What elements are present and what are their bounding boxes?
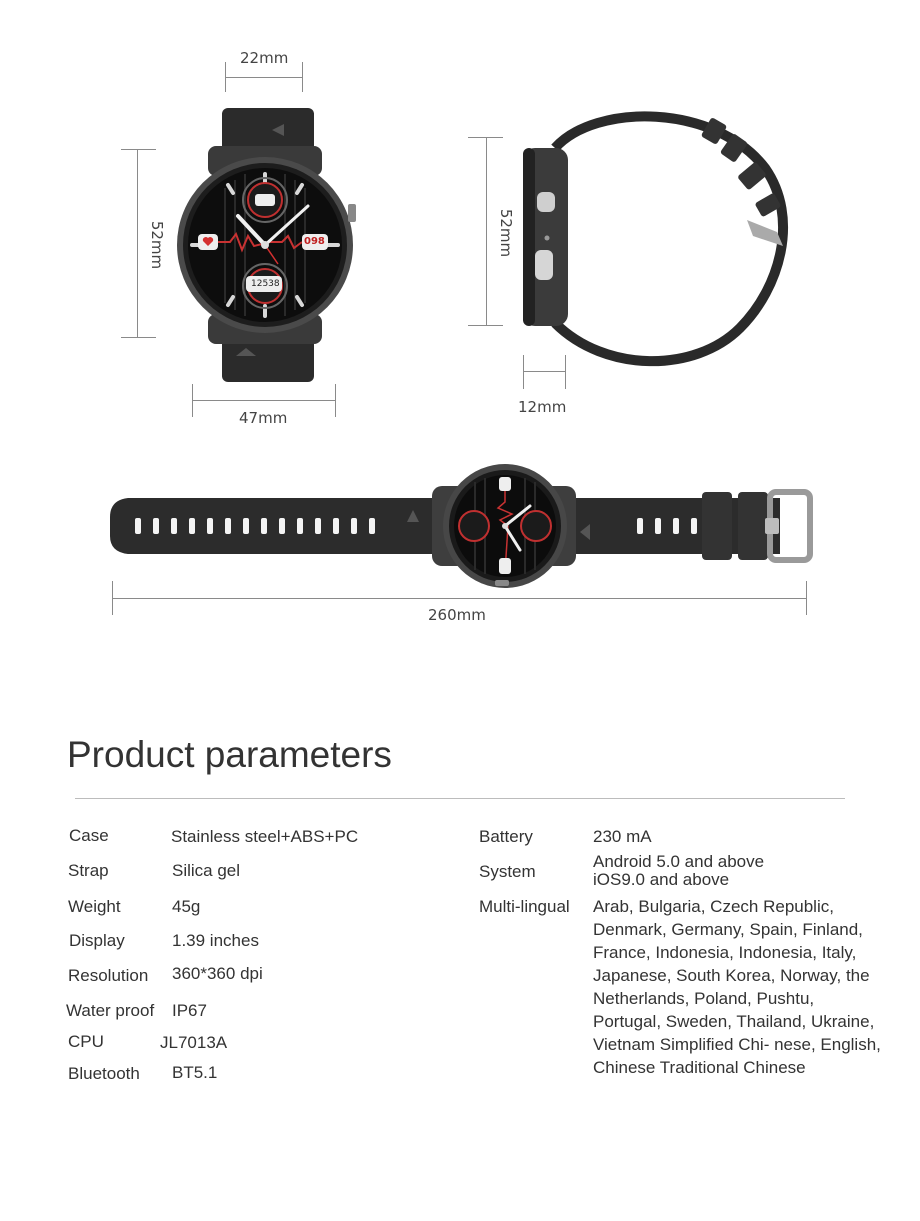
dim-tick bbox=[192, 384, 193, 417]
param-label-battery: Battery bbox=[479, 827, 533, 846]
param-value-resolution: 360*360 dpi bbox=[172, 964, 263, 983]
dim-label-front-height: 52mm bbox=[148, 220, 167, 270]
dim-tick bbox=[302, 62, 303, 92]
param-label-bluetooth: Bluetooth bbox=[68, 1064, 140, 1083]
param-value-weight: 45g bbox=[172, 897, 201, 916]
watch-full-image bbox=[110, 462, 815, 590]
dim-tick bbox=[112, 581, 113, 615]
dim-label-total-length: 260mm bbox=[428, 606, 486, 624]
dim-label-side-height: 52mm bbox=[497, 208, 516, 258]
dim-line-side-height bbox=[486, 137, 487, 325]
dim-line-top bbox=[225, 77, 303, 78]
param-label-multilingual: Multi-lingual bbox=[479, 897, 570, 916]
dim-tick bbox=[121, 149, 156, 150]
dim-line-total bbox=[112, 598, 806, 599]
param-label-case: Case bbox=[69, 826, 109, 845]
dim-tick bbox=[806, 581, 807, 615]
param-value-water-proof: IP67 bbox=[172, 1001, 207, 1020]
dim-label-side-thickness: 12mm bbox=[518, 398, 567, 416]
dim-tick bbox=[225, 62, 226, 92]
param-value-multilingual: Arab, Bulgaria, Czech Republic, Denmark, Germany, Spain, Finland, France, Indonesia, Indonesia, Italy, Japanese, South Korea, Norway, the Netherlands, Poland, Pushtu, Portugal, Sweden, Thailand, Ukraine, Vietnam Simplified Chi- nese, English, Chinese Traditional Chinese bbox=[593, 897, 881, 1077]
param-value-cpu: JL7013A bbox=[160, 1033, 228, 1052]
param-value-battery: 230 mA bbox=[593, 827, 652, 846]
param-label-system: System bbox=[479, 862, 536, 881]
heart-rate-readout: 098 bbox=[304, 236, 325, 247]
dim-tick bbox=[335, 384, 336, 417]
param-value-system bbox=[593, 853, 764, 889]
dim-label-front-width: 22mm bbox=[240, 49, 289, 67]
dim-line-bottom bbox=[192, 400, 336, 401]
param-label-water-proof: Water proof bbox=[66, 1001, 155, 1020]
param-label-resolution: Resolution bbox=[68, 966, 149, 985]
dim-line-left bbox=[137, 149, 138, 337]
dim-tick bbox=[468, 325, 503, 326]
param-value-bluetooth: BT5.1 bbox=[172, 1063, 218, 1082]
param-label-strap: Strap bbox=[68, 861, 109, 880]
dim-tick bbox=[121, 337, 156, 338]
steps-readout: 12538 bbox=[251, 279, 280, 289]
param-label-weight: Weight bbox=[68, 897, 121, 916]
section-title: Product parameters bbox=[67, 734, 392, 775]
dim-tick bbox=[468, 137, 503, 138]
param-value-case: Stainless steel+ABS+PC bbox=[171, 827, 359, 846]
watch-side-image bbox=[515, 108, 795, 378]
divider bbox=[75, 798, 845, 799]
param-value-display: 1.39 inches bbox=[172, 931, 259, 950]
dim-label-case-width: 47mm bbox=[239, 409, 288, 427]
param-value-strap: Silica gel bbox=[172, 861, 241, 880]
watch-front-image bbox=[170, 108, 360, 383]
param-label-cpu: CPU bbox=[68, 1032, 104, 1051]
system-line-ios: iOS9.0 and above bbox=[593, 870, 730, 889]
system-line-android: Android 5.0 and above bbox=[593, 852, 765, 871]
param-label-display: Display bbox=[69, 931, 125, 950]
